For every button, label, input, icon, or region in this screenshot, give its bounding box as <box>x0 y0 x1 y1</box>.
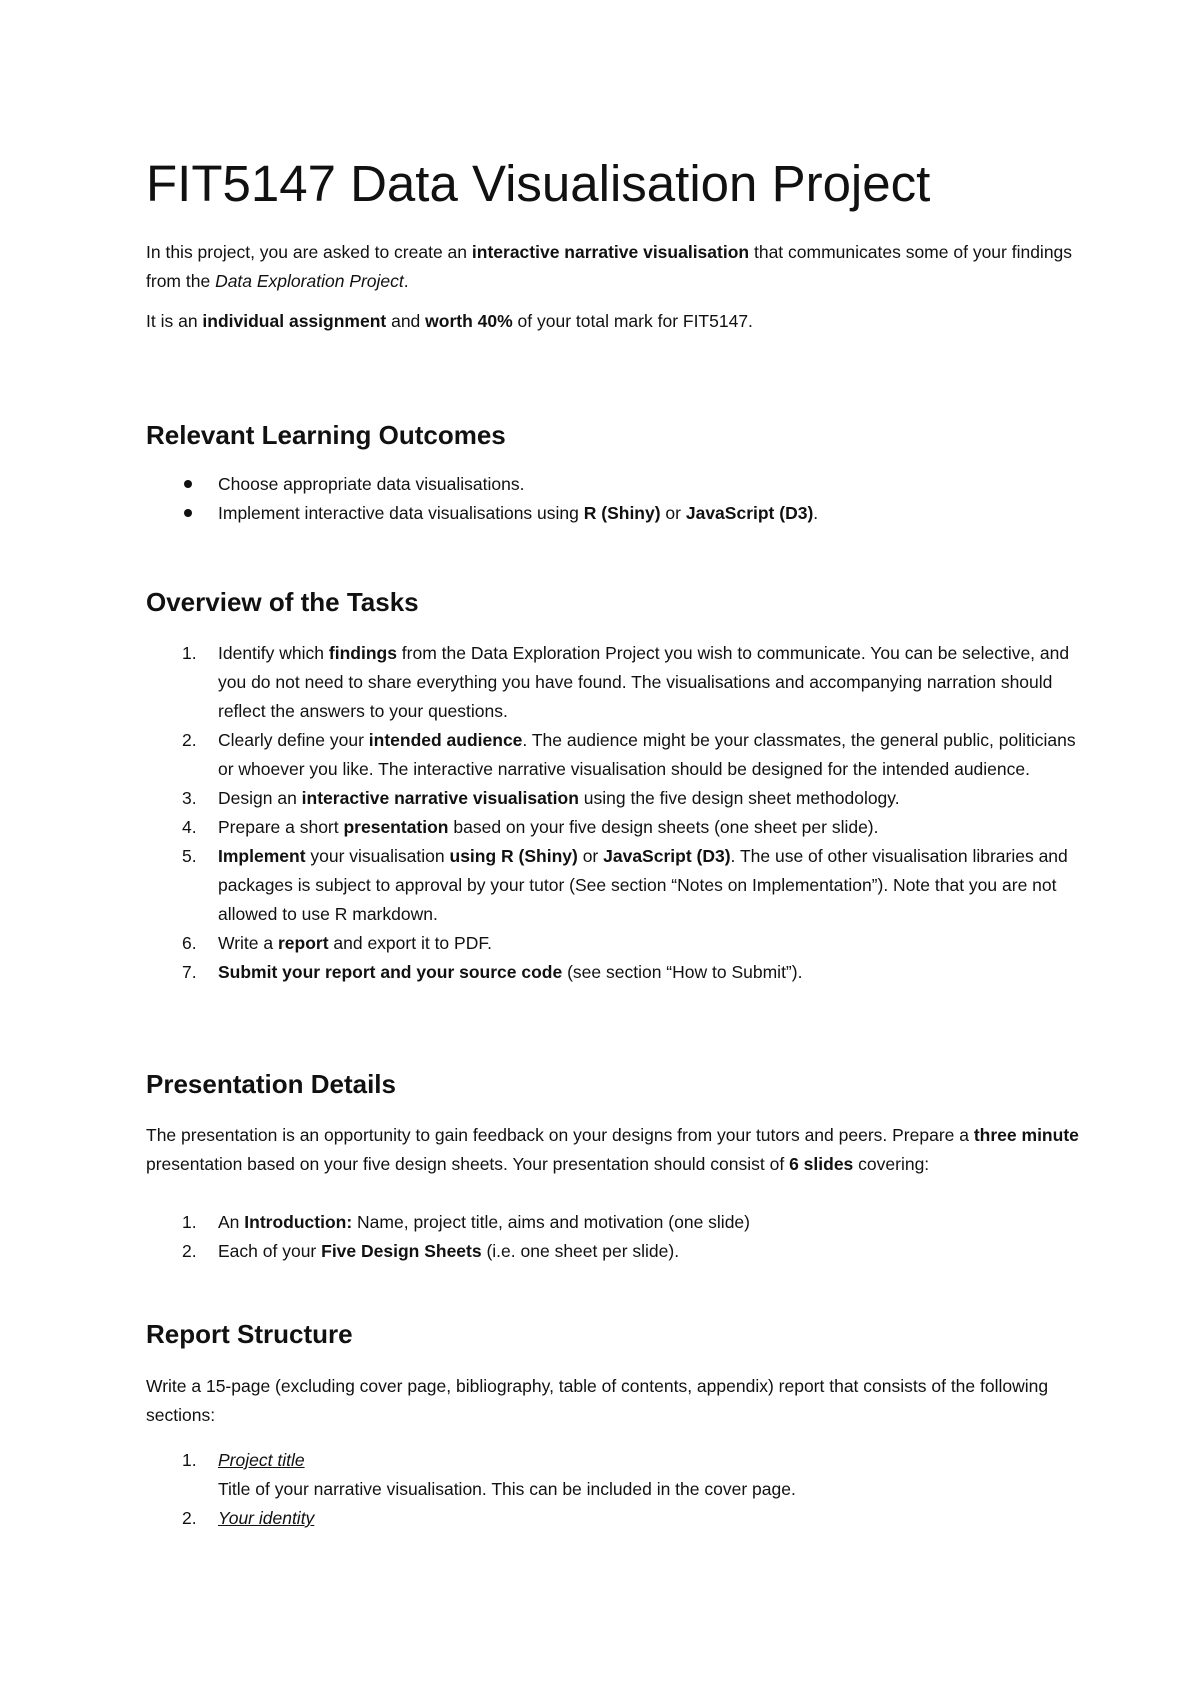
text-run: . The audience might be your classmates, the general public, politicians or whoever you like. The interactive narrative visualisation should be designed for the intended audience. <box>218 730 1076 779</box>
bold-text: presentation <box>343 817 449 837</box>
text-run: or <box>660 503 686 523</box>
text-run: An <box>218 1212 245 1232</box>
presentation-paragraph <box>146 1121 1081 1179</box>
list-item <box>146 813 1081 842</box>
list-item <box>146 958 1081 987</box>
text-run: using the five design sheet methodology. <box>578 788 900 808</box>
text-run: or <box>577 846 604 866</box>
bold-text: Five Design Sheets <box>321 1241 482 1261</box>
list-item <box>146 784 1081 813</box>
heading-overview-tasks: Overview of the Tasks <box>146 587 419 617</box>
list-number: 1. <box>182 1212 197 1232</box>
bold-text: JavaScript (D3) <box>603 846 731 866</box>
text-run: Design an <box>218 788 302 808</box>
report-paragraph: Write a 15-page (excluding cover page, bibliography, table of contents, appendix) report that consists of the following sections: <box>146 1376 1049 1425</box>
list-number: 2. <box>182 730 197 750</box>
list-item <box>146 499 1081 528</box>
text-run: In this project, you are asked to create an <box>146 242 472 262</box>
list-item <box>146 1446 1081 1504</box>
bold-text: findings <box>328 643 397 663</box>
text-run: Each of your <box>218 1241 322 1261</box>
text-run: Clearly define your <box>218 730 369 750</box>
text-run: covering: <box>853 1154 930 1174</box>
text-run: your visualisation <box>305 846 450 866</box>
text-run: Write a <box>218 933 278 953</box>
learning-outcomes-list <box>146 470 1081 528</box>
presentation-slides-list <box>146 1208 1081 1266</box>
italic-text: Data Exploration Project <box>215 271 404 291</box>
text-run: . The use of other visualisation libraries and packages is subject to approval by your tutor (See section “Notes on Implementation”). Note that you are not allowed to use R markdown. <box>218 846 1068 924</box>
list-item <box>146 470 1081 499</box>
list-number: 1. <box>182 643 197 663</box>
bold-text: worth 40% <box>425 311 513 331</box>
bullet-icon <box>184 480 192 488</box>
text-run: from the Data Exploration Project you wish to communicate. You can be selective, and you do not need to share everything you have found. The visualisations and accompanying narration should reflect the answers to your questions. <box>218 643 1070 721</box>
text-run: . <box>813 503 819 523</box>
text-run: presentation based on your five design sheets. Your presentation should consist of <box>146 1154 790 1174</box>
text-run: Name, project title, aims and motivation (one slide) <box>352 1212 750 1232</box>
text-run: . <box>403 271 409 291</box>
list-number: 1. <box>182 1450 197 1470</box>
list-item <box>146 842 1081 929</box>
list-number: 5. <box>182 846 197 866</box>
heading-learning-outcomes: Relevant Learning Outcomes <box>146 420 506 450</box>
list-item <box>146 1208 1081 1237</box>
bold-text: Submit your report and your source code <box>218 962 563 982</box>
bold-text: intended audience <box>368 730 523 750</box>
text-run: The presentation is an opportunity to gain feedback on your designs from your tutors and peers. Prepare a <box>146 1125 974 1145</box>
list-item <box>146 1504 1081 1533</box>
section-title: Project title <box>218 1450 305 1470</box>
text-run: Implement interactive data visualisations using <box>218 503 584 523</box>
list-item <box>146 929 1081 958</box>
list-item <box>146 639 1081 726</box>
page-title: FIT5147 Data Visualisation Project <box>146 155 931 212</box>
section-description: Title of your narrative visualisation. This can be included in the cover page. <box>218 1479 796 1499</box>
text-run: Prepare a short <box>218 817 344 837</box>
text-run: (see section “How to Submit”). <box>562 962 803 982</box>
list-item <box>146 1237 1081 1266</box>
intro-paragraph-1 <box>146 238 1081 296</box>
list-number: 3. <box>182 788 197 808</box>
list-number: 2. <box>182 1508 197 1528</box>
heading-report-structure: Report Structure <box>146 1319 353 1349</box>
bullet-icon <box>184 509 192 517</box>
text-run: (i.e. one sheet per slide). <box>481 1241 680 1261</box>
text-run: Choose appropriate data visualisations. <box>218 474 525 494</box>
text-run: of your total mark for FIT5147. <box>512 311 753 331</box>
text-run: and <box>386 311 426 331</box>
list-number: 7. <box>182 962 197 982</box>
bold-text: three minute <box>973 1125 1079 1145</box>
list-number: 4. <box>182 817 197 837</box>
report-sections-list <box>146 1446 1081 1533</box>
bold-text: R (Shiny) <box>583 503 661 523</box>
bold-text: 6 slides <box>789 1154 854 1174</box>
list-number: 6. <box>182 933 197 953</box>
bold-text: report <box>277 933 329 953</box>
intro-paragraph-2 <box>146 307 1081 336</box>
section-title: Your identity <box>218 1508 315 1528</box>
text-run: that communicates some of your findings from the <box>146 242 1073 291</box>
bold-text: interactive narrative visualisation <box>471 242 750 262</box>
bold-text: JavaScript (D3) <box>685 503 814 523</box>
bold-text: Implement <box>218 846 306 866</box>
tasks-list <box>146 639 1081 987</box>
bold-text: using R (Shiny) <box>449 846 578 866</box>
text-run: and export it to PDF. <box>328 933 492 953</box>
list-item <box>146 726 1081 784</box>
heading-presentation-details: Presentation Details <box>146 1069 396 1099</box>
bold-text: interactive narrative visualisation <box>301 788 579 808</box>
text-run: Identify which <box>218 643 329 663</box>
bold-text: Introduction: <box>244 1212 353 1232</box>
bold-text: individual assignment <box>202 311 387 331</box>
text-run: It is an <box>146 311 203 331</box>
list-number: 2. <box>182 1241 197 1261</box>
text-run: based on your five design sheets (one sheet per slide). <box>448 817 879 837</box>
